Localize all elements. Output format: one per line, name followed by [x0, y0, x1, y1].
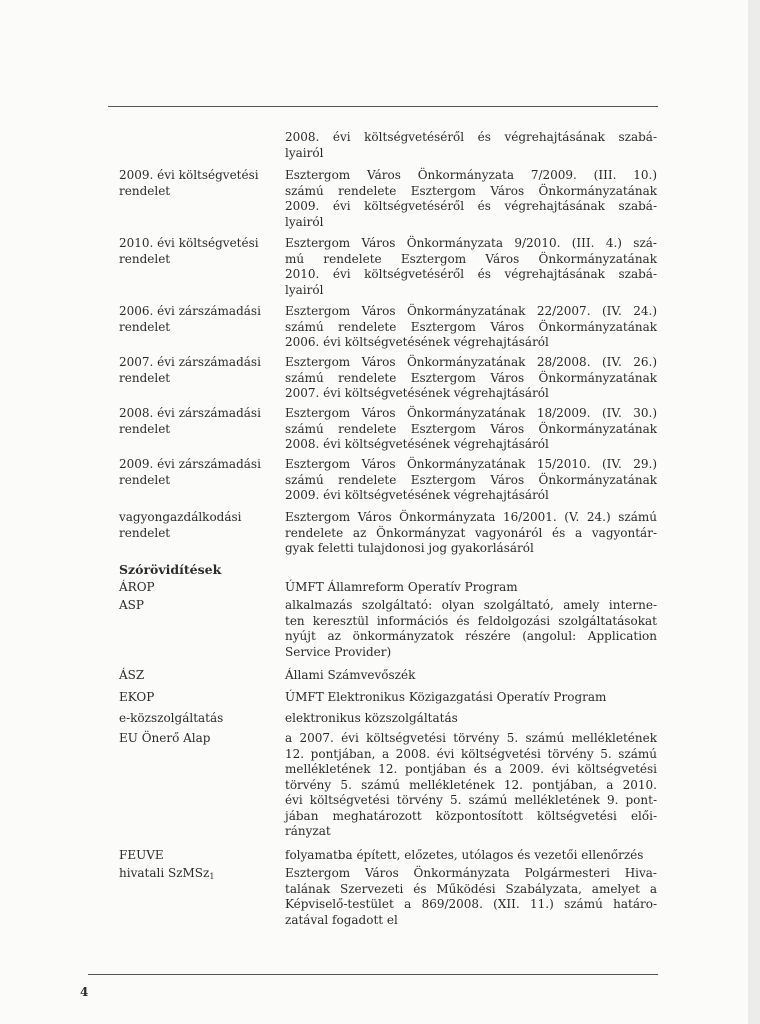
term-line: 2007. évi zárszámadási [119, 355, 261, 369]
desc-line: 2006. évi költségvetésének végrehajtásáról [285, 335, 549, 349]
desc-line: Esztergom Város Önkormányzata 9/2010. (III. 4.) szá- [285, 236, 657, 250]
desc-line: Esztergom Város Önkormányzatának 18/2009. (IV. 30.) [285, 406, 657, 420]
desc-line: zatával fogadott el [285, 912, 398, 927]
regulation-term [119, 510, 279, 541]
abbreviation-description [285, 690, 657, 706]
regulation-description [285, 304, 657, 351]
term-line: rendelet [119, 251, 171, 266]
desc-line: 2008. évi költségvetésének végrehajtásáról [285, 437, 549, 451]
term-line: 2009. évi költségvetési [119, 168, 259, 182]
regulation-description [285, 236, 657, 298]
desc-line: számú rendelete Esztergom Város Önkormányzatának [285, 319, 657, 334]
desc-line: mú rendelete Esztergom Város Önkormányzatának [285, 251, 657, 266]
desc-line: 2009. évi költségvetésének végrehajtásáról [285, 488, 549, 502]
page-edge [748, 0, 760, 1024]
desc-line: 2009. évi költségvetéséről és végrehajtásának szabá- [285, 199, 657, 213]
desc-line: Esztergom Város Önkormányzata 16/2001. (V. 24.) számú [285, 510, 657, 524]
desc-line: rányzat [285, 824, 331, 838]
regulation-description [285, 355, 657, 402]
intro-line: lyairól [285, 145, 324, 160]
term-line: 2008. évi zárszámadási [119, 406, 261, 420]
abbreviation-term: ÁROP [119, 580, 155, 594]
regulation-description [285, 406, 657, 453]
desc-line: törvény 5. számú mellékletének 12. pontjában, a 2010. [285, 777, 657, 792]
desc-line: mellékletének 12. pontjában és a 2009. évi költségvetési [285, 762, 657, 776]
term-subscript: 1 [209, 872, 215, 881]
page-number: 4 [80, 985, 89, 999]
regulation-description [285, 457, 657, 504]
desc-line: alkalmazás szolgáltató: olyan szolgáltató, amely interne- [285, 598, 657, 612]
desc-line: rendelete az Önkormányzat vagyonáról és a vagyontár- [285, 525, 657, 540]
desc-line: talának Szervezeti és Működési Szabályzata, amelyet a [285, 881, 657, 896]
term-line: rendelet [119, 183, 171, 198]
desc-line: Esztergom Város Önkormányzata 7/2009. (III. 10.) [285, 168, 657, 182]
regulation-description [285, 510, 657, 557]
term-text: hivatali SzMSz [119, 866, 210, 880]
regulation-term [119, 236, 279, 267]
abbreviation-description [285, 731, 657, 840]
desc-line: Esztergom Város Önkormányzatának 15/2010. (IV. 29.) [285, 457, 657, 471]
abbreviation-description [285, 866, 657, 928]
regulation-term [119, 406, 279, 437]
desc-line: 2010. évi költségvetéséről és végrehajtásának szabá- [285, 267, 657, 281]
desc-line: gyak feletti tulajdonosi jog gyakorlásáról [285, 541, 534, 555]
regulation-description [285, 168, 657, 230]
desc-line: nyújt az önkormányzatok részére (angolul: Application [285, 629, 657, 643]
desc-line: lyairól [285, 214, 324, 229]
desc-line: ten keresztül információs és feldolgozási szolgáltatásokat [285, 613, 657, 628]
abbreviation-term: ÁSZ [119, 668, 145, 682]
abbreviation-description [285, 711, 657, 727]
desc-line: számú rendelete Esztergom Város Önkormányzatának [285, 472, 657, 487]
desc-line: Állami Számvevőszék [285, 668, 416, 682]
term-line: rendelet [119, 525, 171, 540]
desc-line: Service Provider) [285, 644, 392, 659]
regulation-term [119, 168, 279, 199]
term-line: vagyongazdálkodási [119, 510, 242, 524]
abbreviation-term: e-közszolgáltatás [119, 711, 224, 725]
desc-line: a 2007. évi költségvetési törvény 5. számú mellékletének [285, 731, 657, 745]
regulation-term [119, 304, 279, 335]
term-line: rendelet [119, 319, 171, 334]
desc-line: ÚMFT Elektronikus Közigazgatási Operatív Program [285, 690, 607, 704]
header-rule [108, 106, 658, 107]
abbreviation-description [285, 668, 657, 684]
abbreviation-term: FEUVE [119, 848, 164, 862]
abbreviation-term: ASP [119, 598, 144, 612]
desc-line: 12. pontjában, a 2008. évi költségvetési törvény 5. számú [285, 746, 657, 761]
desc-line: folyamatba épített, előzetes, utólagos és vezetői ellenőrzés [285, 848, 644, 862]
term-line: rendelet [119, 370, 171, 385]
desc-line: Esztergom Város Önkormányzatának 28/2008. (IV. 26.) [285, 355, 657, 369]
desc-line: számú rendelete Esztergom Város Önkormányzatának [285, 370, 657, 385]
regulation-term [119, 457, 279, 488]
desc-line: Képviselő-testület a 869/2008. (XII. 11.) számú határo- [285, 897, 657, 911]
section-heading: Szórövidítések [119, 562, 222, 577]
desc-line: Esztergom Város Önkormányzatának 22/2007. (IV. 24.) [285, 304, 657, 318]
desc-line: számú rendelete Esztergom Város Önkormányzatának [285, 421, 657, 436]
desc-line: lyairól [285, 282, 324, 297]
abbreviation-description [285, 580, 657, 596]
desc-line: évi költségvetési törvény 5. számú mellékletének 9. pont- [285, 793, 657, 807]
footer-rule [88, 974, 658, 975]
desc-line: elektronikus közszolgáltatás [285, 711, 458, 725]
term-line: 2006. évi zárszámadási [119, 304, 261, 318]
desc-line: számú rendelete Esztergom Város Önkormányzatának [285, 183, 657, 198]
desc-line: ÚMFT Államreform Operatív Program [285, 580, 518, 594]
abbreviation-term: EU Önerő Alap [119, 731, 211, 745]
term-line: rendelet [119, 421, 171, 436]
desc-line: jában meghatározott központosított költségvetési elői- [285, 808, 657, 823]
desc-line: Esztergom Város Önkormányzata Polgármesteri Hiva- [285, 866, 657, 880]
term-line: 2010. évi költségvetési [119, 236, 259, 250]
abbreviation-description [285, 598, 657, 660]
intro-description [285, 130, 657, 161]
intro-line: 2008. évi költségvetéséről és végrehajtásának szabá- [285, 130, 657, 144]
abbreviation-description [285, 848, 657, 864]
regulation-term [119, 355, 279, 386]
desc-line: 2007. évi költségvetésének végrehajtásáról [285, 386, 549, 400]
term-line: rendelet [119, 472, 171, 487]
term-line: 2009. évi zárszámadási [119, 457, 261, 471]
abbreviation-term [119, 866, 279, 885]
abbreviation-term: EKOP [119, 690, 155, 704]
